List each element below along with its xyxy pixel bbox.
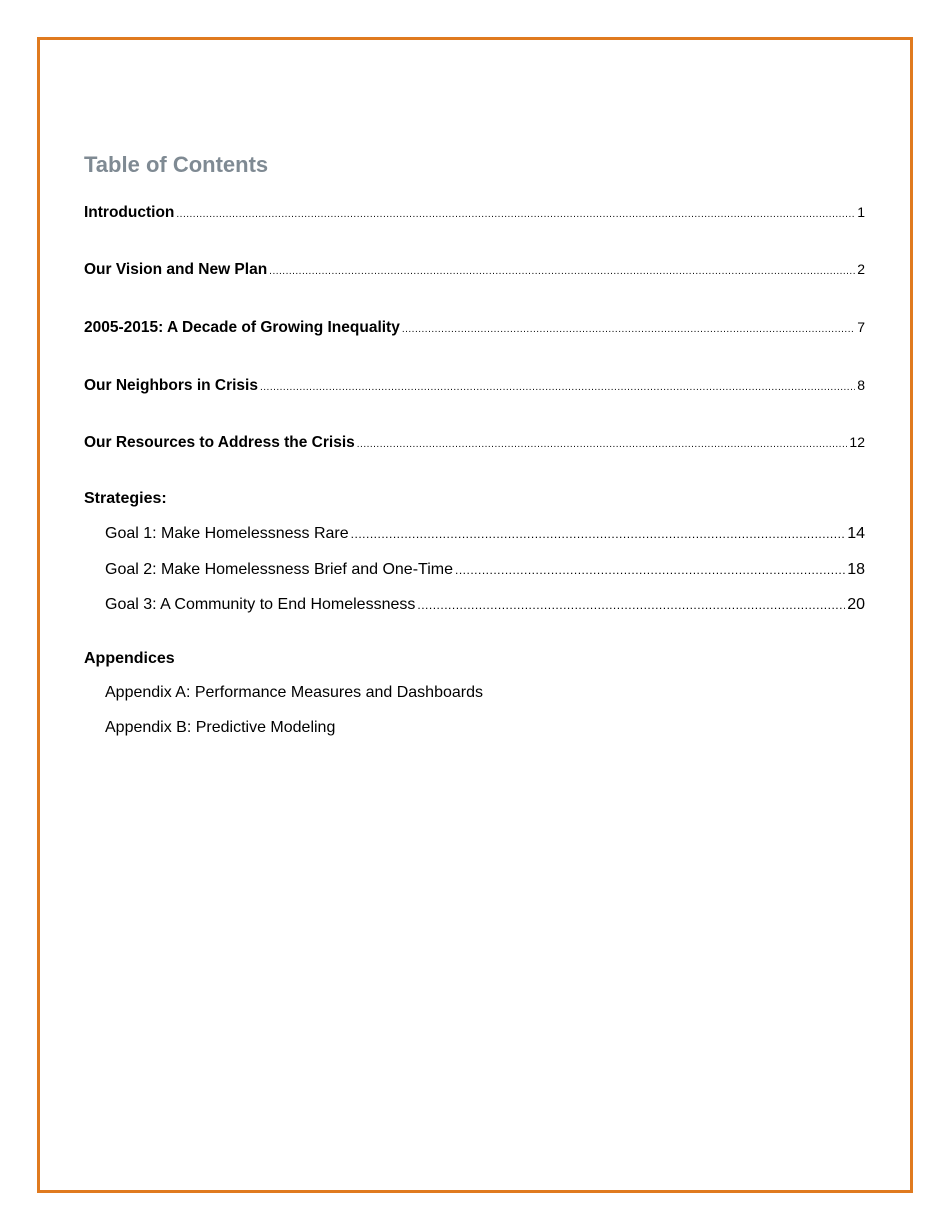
toc-entry-label: Goal 3: A Community to End Homelessness <box>105 596 416 613</box>
dot-leader <box>176 205 855 225</box>
toc-entry-goal-1[interactable] <box>84 524 865 544</box>
toc-entry-page: 12 <box>849 434 865 450</box>
dot-leader <box>357 435 848 455</box>
toc-entry-decade[interactable] <box>84 317 865 340</box>
dot-leader <box>269 262 855 282</box>
toc-entry-page: 1 <box>857 204 865 220</box>
appendices-heading: Appendices <box>84 650 175 667</box>
toc-entry-label: Our Vision and New Plan <box>84 261 268 278</box>
toc-entry-goal-3[interactable] <box>84 595 865 615</box>
toc-entry-introduction[interactable] <box>84 202 865 225</box>
strategies-heading: Strategies: <box>84 490 167 507</box>
toc-entry-goal-2[interactable] <box>84 560 865 580</box>
toc-entry-page: 2 <box>857 261 865 277</box>
dot-leader <box>351 524 846 544</box>
toc-entry-label: Our Neighbors in Crisis <box>84 377 258 394</box>
toc-entry-page: 8 <box>857 377 865 393</box>
dot-leader <box>402 320 855 340</box>
toc-title: Table of Contents <box>84 152 269 177</box>
toc-entry-label: Our Resources to Address the Crisis <box>84 434 355 451</box>
toc-entry-page: 18 <box>847 561 865 578</box>
toc-entry-label: Goal 2: Make Homelessness Brief and One-Time <box>105 561 453 578</box>
table-of-contents <box>84 148 865 738</box>
toc-entry-page: 20 <box>847 596 865 613</box>
toc-entry-page: 14 <box>847 525 865 542</box>
dot-leader <box>455 560 845 580</box>
toc-entry-label: Introduction <box>84 204 175 221</box>
toc-entry-label: Goal 1: Make Homelessness Rare <box>105 525 349 542</box>
toc-entry-vision[interactable] <box>84 259 865 282</box>
dot-leader <box>417 595 845 615</box>
toc-entry-resources[interactable] <box>84 432 865 455</box>
appendix-b-item[interactable]: Appendix B: Predictive Modeling <box>105 719 336 736</box>
toc-entry-neighbors[interactable] <box>84 375 865 398</box>
toc-entry-page: 7 <box>857 319 865 335</box>
appendix-a-item[interactable]: Appendix A: Performance Measures and Dashboards <box>105 684 483 701</box>
toc-entry-label: 2005-2015: A Decade of Growing Inequality <box>84 319 400 336</box>
dot-leader <box>260 378 855 398</box>
